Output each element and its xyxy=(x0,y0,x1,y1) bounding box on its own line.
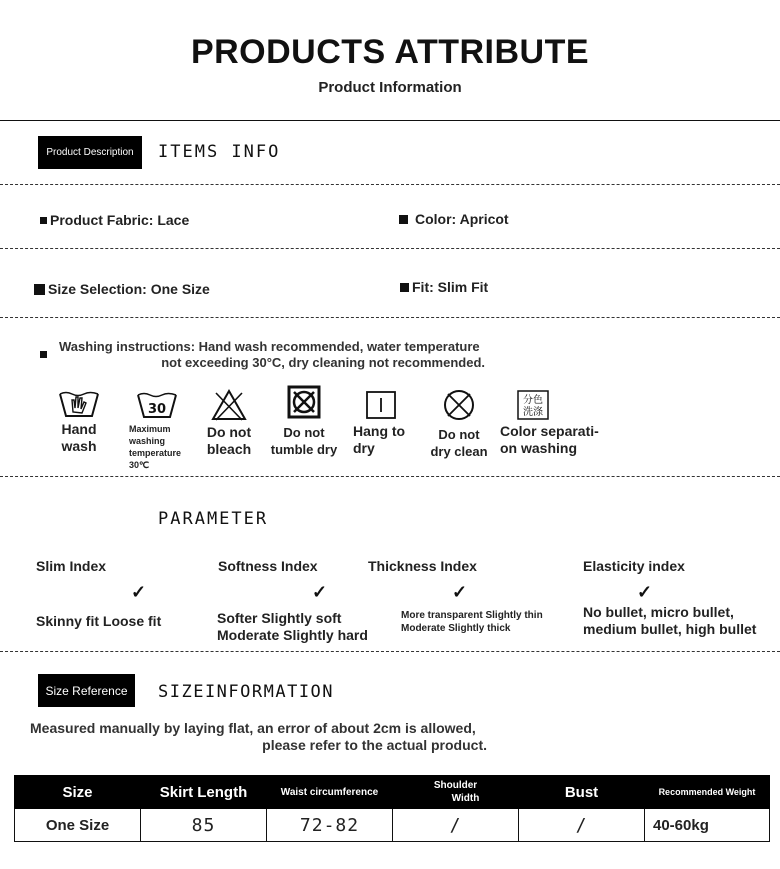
softness-index-check-icon: ✓ xyxy=(312,582,328,602)
table-row xyxy=(15,809,770,842)
bullet-square-icon xyxy=(40,351,47,358)
cell-recommended-weight: 40-60kg xyxy=(645,809,770,842)
size-attribute xyxy=(34,281,210,297)
size-table-header xyxy=(15,776,770,809)
fabric-attribute xyxy=(40,212,189,228)
header-bust: Bust xyxy=(519,776,645,809)
no-dry-clean-label: Do not dry clean xyxy=(430,427,488,459)
thickness-index-title: Thickness Index xyxy=(368,558,477,574)
divider xyxy=(0,476,780,477)
no-tumble-dry-label: Do not tumble dry xyxy=(270,425,338,457)
elasticity-index-values: No bullet, micro bullet, medium bullet, high bullet xyxy=(583,604,757,637)
size-text: Size Selection: One Size xyxy=(48,281,210,297)
bullet-square-icon xyxy=(34,284,45,295)
no-dry-clean-icon xyxy=(441,387,477,423)
care-color-separation xyxy=(500,389,610,457)
header-skirt-length: Skirt Length xyxy=(141,776,267,809)
wash-30-label: Maximum washing temperature 30℃ xyxy=(129,424,182,470)
bullet-square-icon xyxy=(399,215,408,224)
no-bleach-icon xyxy=(210,388,248,422)
divider xyxy=(0,248,780,249)
slim-index-check-icon: ✓ xyxy=(131,582,147,602)
hang-dry-icon xyxy=(365,390,397,420)
fit-attribute xyxy=(400,279,488,295)
divider xyxy=(0,651,780,652)
bullet-square-icon xyxy=(40,217,47,224)
product-description-tag: Product Description xyxy=(38,136,142,169)
care-no-bleach xyxy=(190,388,268,458)
color-text: Color: Apricot xyxy=(415,211,509,227)
measurement-note-line-1: Measured manually by laying flat, an error of about 2cm is allowed, xyxy=(30,720,476,736)
size-information-heading: SIZEINFORMATION xyxy=(158,682,335,702)
no-bleach-label: Do not bleach xyxy=(206,424,252,457)
care-hang-dry xyxy=(342,390,420,457)
header-recommended-weight: Recommended Weight xyxy=(645,776,770,809)
hang-dry-label: Hang to dry xyxy=(353,423,406,456)
page-subtitle: Product Information xyxy=(318,79,462,96)
hand-wash-icon xyxy=(58,388,100,420)
size-table xyxy=(14,775,770,842)
cell-size: One Size xyxy=(15,809,141,842)
washing-instructions xyxy=(59,339,489,371)
washing-line-2: not exceeding 30°C, dry cleaning not recommended. xyxy=(161,355,485,370)
fabric-text: Product Fabric: Lace xyxy=(50,212,190,228)
cell-bust: / xyxy=(519,809,645,842)
parameter-heading: PARAMETER xyxy=(158,509,269,529)
no-tumble-dry-icon xyxy=(286,384,322,420)
color-separation-glyph-2: 洗涤 xyxy=(523,407,543,418)
wash-30-icon xyxy=(136,390,178,420)
cell-shoulder-width: / xyxy=(393,809,519,842)
care-no-dry-clean xyxy=(420,387,498,460)
header-shoulder-width: Shoulder Width xyxy=(393,776,519,809)
cell-skirt-length: 85 xyxy=(141,809,267,842)
bullet-square-icon xyxy=(400,283,409,292)
size-reference-tag: Size Reference xyxy=(38,674,135,707)
items-info-heading: ITEMS INFO xyxy=(158,142,281,162)
slim-index-title: Slim Index xyxy=(36,558,107,574)
thickness-index-values: More transparent Slightly thin Moderate Slightly thick xyxy=(401,610,543,634)
care-no-tumble-dry xyxy=(265,384,343,458)
page-title: PRODUCTS ATTRIBUTE xyxy=(190,33,590,71)
color-separation-icon xyxy=(516,389,550,421)
header-waist: Waist circumference xyxy=(267,776,393,809)
divider xyxy=(0,184,780,185)
wash-temp-number: 30 xyxy=(147,402,167,417)
divider xyxy=(0,120,780,121)
elasticity-index-check-icon: ✓ xyxy=(637,582,653,602)
washing-line-1: Washing instructions: Hand wash recommended, water temperature xyxy=(59,339,480,354)
thickness-index-check-icon: ✓ xyxy=(452,582,468,602)
softness-index-values: Softer Slightly soft Moderate Slightly hard xyxy=(217,610,368,643)
fit-text: Fit: Slim Fit xyxy=(412,279,489,295)
elasticity-index-title: Elasticity index xyxy=(583,558,685,574)
hand-wash-label: Hand wash xyxy=(61,421,97,454)
color-attribute xyxy=(399,211,509,227)
care-wash-30 xyxy=(118,390,196,471)
slim-index-values: Skinny fit Loose fit xyxy=(36,613,162,629)
measurement-note xyxy=(30,720,490,754)
softness-index-title: Softness Index xyxy=(218,558,318,574)
divider xyxy=(0,317,780,318)
cell-waist: 72-82 xyxy=(267,809,393,842)
care-hand-wash xyxy=(40,388,118,455)
color-separation-label: Color separati- on washing xyxy=(500,423,599,456)
measurement-note-line-2: please refer to the actual product. xyxy=(262,737,487,753)
color-separation-glyph-1: 分色 xyxy=(523,395,543,406)
header-size: Size xyxy=(15,776,141,809)
